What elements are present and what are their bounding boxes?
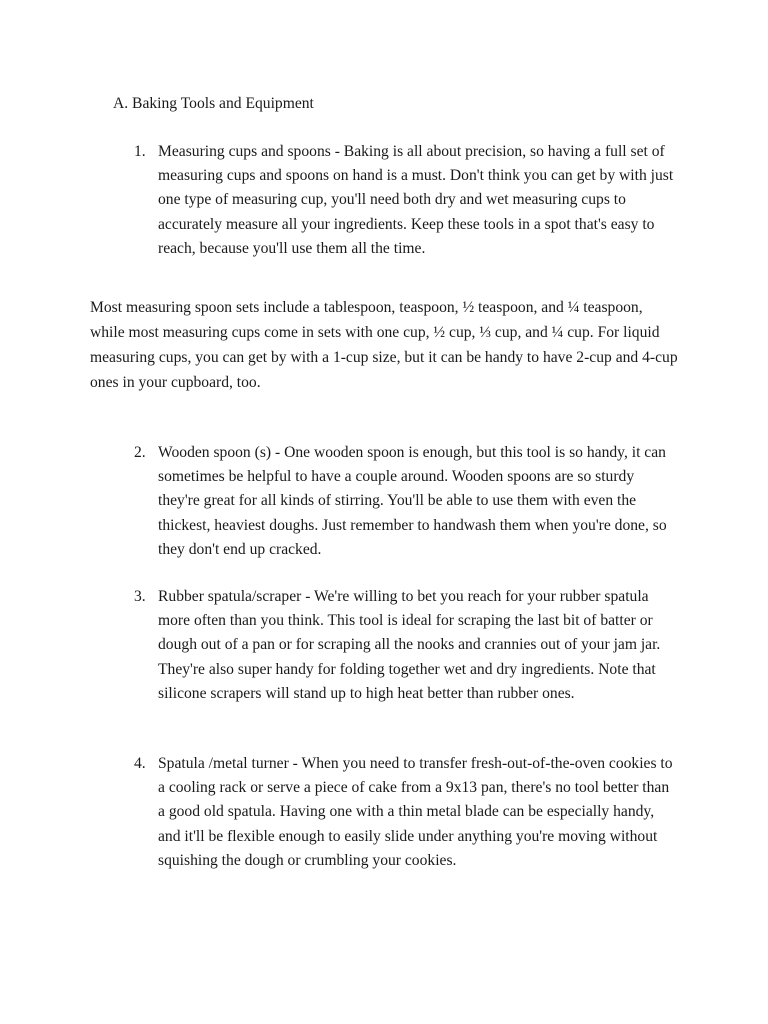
list-item-text: Wooden spoon (s) - One wooden spoon is enough, but this tool is so handy, it can sometimes be helpful to have a couple around. Wooden spoons are so sturdy they're great for all kinds of stirring. You'll be able to use them with even the thickest, heaviest doughs. Just remember to handwash them when you're done, so they don't end up cracked. bbox=[158, 444, 667, 558]
section-heading: A. Baking Tools and Equipment bbox=[113, 95, 314, 112]
list-item-number: 4. bbox=[134, 755, 146, 772]
list-item-number: 2. bbox=[134, 444, 146, 461]
list-item-text: Measuring cups and spoons - Baking is all about precision, so having a full set of measuring cups and spoons on hand is a must. Don't think you can get by with just one type of measuring cup, you'll need both dry and wet measuring cups to accurately measure all your ingredients. Keep these tools in a spot that's easy to reach, because you'll use them all the time. bbox=[158, 143, 674, 257]
list-item-number: 3. bbox=[134, 588, 146, 605]
list-item-text: Rubber spatula/scraper - We're willing to bet you reach for your rubber spatula more often than you think. This tool is ideal for scraping the last bit of batter or dough out of a pan or for scraping all the nooks and crannies out of your jam jar. They're also super handy for folding together wet and dry ingredients. Note that silicone scrapers will stand up to high heat better than rubber ones. bbox=[158, 588, 661, 702]
list-item-number: 1. bbox=[134, 143, 146, 160]
list-item-text: Spatula /metal turner - When you need to transfer fresh-out-of-the-oven cookies to a cooling rack or serve a piece of cake from a 9x13 pan, there's no tool better than a good old spatula. Having one with a thin metal blade can be especially handy, and it'll be flexible enough to easily slide under anything you're moving without squishing the dough or crumbling your cookies. bbox=[158, 755, 673, 869]
measuring-sets-paragraph: Most measuring spoon sets include a tablespoon, teaspoon, ½ teaspoon, and ¼ teaspoon, while most measuring cups come in sets with one cup, ½ cup, ⅓ cup, and ¼ cup. For liquid measuring cups, you can get by with a 1-cup size, but it can be handy to have 2-cup and 4-cup ones in your cupboard, too. bbox=[90, 299, 678, 391]
